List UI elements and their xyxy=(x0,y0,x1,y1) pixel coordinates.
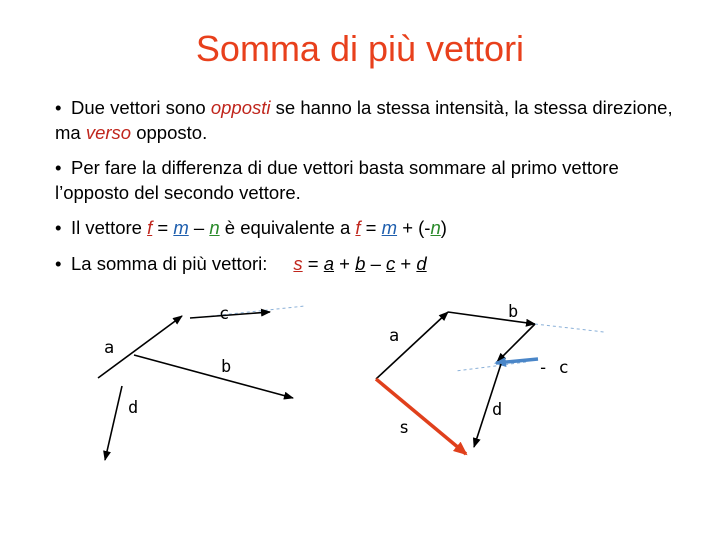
term-opposti: opposti xyxy=(210,97,271,118)
text: La somma di più vettori: xyxy=(71,253,268,274)
vector-s-arrow xyxy=(376,379,466,454)
text: = xyxy=(152,217,174,238)
vector-s: s xyxy=(293,253,303,274)
bullet-marker: • xyxy=(55,253,62,274)
vector-minus-c-arrow xyxy=(496,359,538,363)
text: + (- xyxy=(397,217,431,238)
term-verso: verso xyxy=(85,122,132,143)
bullet-marker: • xyxy=(55,157,62,178)
text: Il vettore xyxy=(71,217,148,238)
label-d: d xyxy=(128,398,139,418)
vector-b: b xyxy=(355,253,366,274)
label-b: b xyxy=(508,302,519,322)
vector-b-arrow xyxy=(134,355,293,398)
text: Per fare la differenza di due vettori basta sommare al primo vettore l’opposto del secondo vettore. xyxy=(55,157,619,203)
vector-d-arrow xyxy=(105,386,122,460)
text: + xyxy=(395,253,417,274)
bullet-marker: • xyxy=(55,217,62,238)
label-b: b xyxy=(221,357,232,377)
vector-c: c xyxy=(386,253,396,274)
dashed-guide-b xyxy=(535,324,604,332)
vector-c-arrow xyxy=(190,312,270,318)
vector-a: a xyxy=(323,253,335,274)
vector-m: m xyxy=(381,217,398,238)
text: = xyxy=(360,217,382,238)
vector-n: n xyxy=(430,217,441,238)
label-d: d xyxy=(492,400,503,420)
text: – xyxy=(365,253,387,274)
text: + xyxy=(334,253,356,274)
vector-f: f xyxy=(147,217,153,238)
label-minus-c: - c xyxy=(538,358,569,378)
text: = xyxy=(302,253,324,274)
vector-n: n xyxy=(209,217,220,238)
slide-title: Somma di più vettori xyxy=(195,28,525,69)
label-s: s xyxy=(399,418,410,438)
vector-a-plus-b-arrow xyxy=(497,324,535,362)
label-a: a xyxy=(389,326,400,346)
bullet-marker: • xyxy=(55,97,62,118)
vector-d: d xyxy=(416,253,427,274)
text: è equivalente a xyxy=(219,217,356,238)
text: opposto. xyxy=(131,122,208,143)
dashed-guide-minus-c xyxy=(456,362,526,371)
label-a: a xyxy=(104,338,115,358)
vector-a-arrow xyxy=(376,312,448,379)
text: ) xyxy=(440,217,447,238)
text: Due vettori sono xyxy=(71,97,211,118)
vector-m: m xyxy=(173,217,189,238)
text: se hanno la stessa intensità, la stessa direzione, ma xyxy=(55,97,673,143)
text: – xyxy=(188,217,210,238)
vector-b-arrow xyxy=(448,312,535,324)
vector-f: f xyxy=(355,217,361,238)
label-c: c xyxy=(219,304,230,324)
